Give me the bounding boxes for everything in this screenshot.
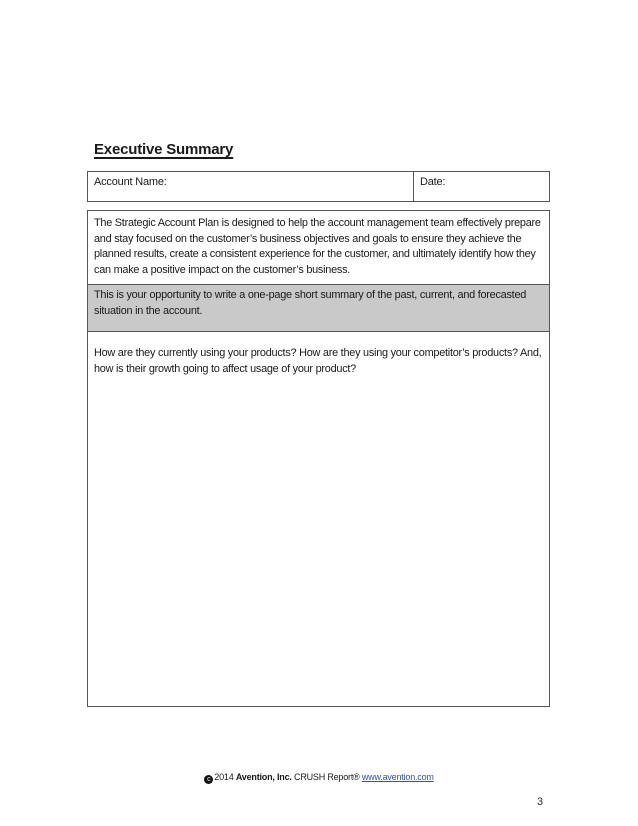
account-info-row [87,171,550,202]
guiding-questions: How are they currently using your products? How are they using your competitor’s products? And, how is their growth going to affect usage of your product? [94,347,542,375]
date-field[interactable] [414,172,549,201]
date-label: Date: [420,176,446,188]
summary-box [87,210,550,707]
footer-report: CRUSH Report® [294,772,360,782]
summary-text-area[interactable] [88,332,549,377]
footer-year: 2014 [214,772,234,782]
account-name-field[interactable] [88,172,414,201]
footer-company: Avention, Inc. [235,772,292,782]
opportunity-banner: This is your opportunity to write a one-page short summary of the past, current, and forecasted situation in the account. [88,284,549,332]
copyright-icon: c [204,775,213,784]
page-number: 3 [537,796,544,808]
footer-link[interactable]: www.avention.com [361,772,434,782]
account-name-label: Account Name: [94,176,167,188]
page-title: Executive Summary [94,141,234,158]
footer [0,772,638,784]
intro-paragraph: The Strategic Account Plan is designed to help the account management team effectively prepare and stay focused on the customer’s business objectives and goals to ensure they achieve the planned results, create a consistent experience for the customer, and ultimately identify how they can make a positive impact on the customer’s business. [94,217,541,276]
